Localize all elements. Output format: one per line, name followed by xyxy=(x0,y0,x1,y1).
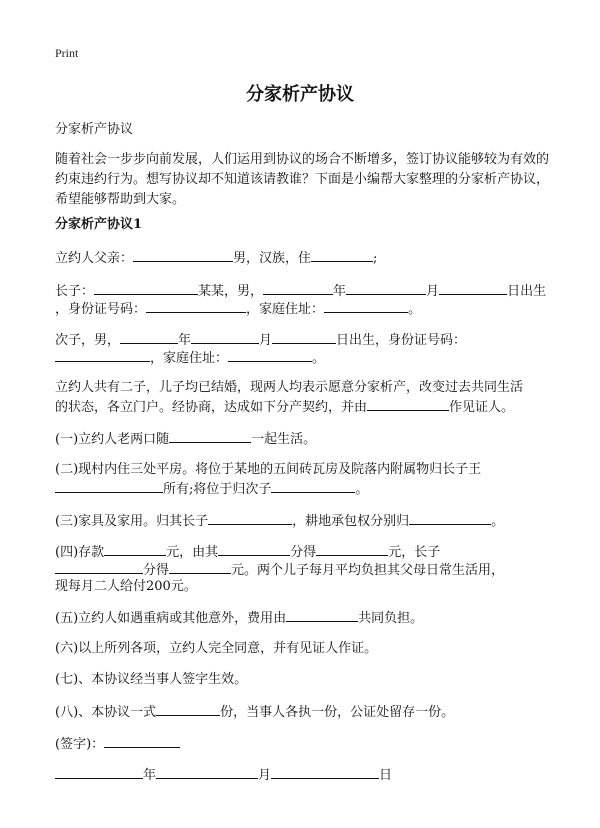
clause-8-end: 份，当事人各执一份，公证处留存一份。 xyxy=(220,705,455,720)
clause-3-land-blank xyxy=(409,510,491,525)
father-line-end: ; xyxy=(373,251,378,266)
father-line xyxy=(55,247,555,269)
address-label: ，家庭住址： xyxy=(246,302,325,317)
clause-4-text: (四)存款 xyxy=(55,545,105,560)
eldest-son-year-blank xyxy=(263,280,333,295)
eldest-son-name-blank xyxy=(94,280,198,295)
date-line xyxy=(55,764,555,786)
clause-2-second-son-blank xyxy=(271,478,355,493)
clause-1-blank xyxy=(169,428,251,443)
day-label: 日 xyxy=(379,768,393,783)
month-label: 月 xyxy=(426,284,440,299)
father-name-blank xyxy=(133,247,233,262)
month-label: 月 xyxy=(259,333,273,348)
date-month-blank xyxy=(156,764,258,779)
clause-5 xyxy=(55,607,555,629)
witness-label: 作见证人。 xyxy=(449,400,515,415)
clause-3-furniture-blank xyxy=(208,510,292,525)
second-son-month-blank xyxy=(191,329,259,344)
clause-4-share-2: 分得 xyxy=(143,563,170,578)
witness-blank xyxy=(367,396,449,411)
father-address-blank xyxy=(311,247,373,262)
eldest-son-text: 某某，男， xyxy=(198,284,264,299)
year-label: 年 xyxy=(333,284,347,299)
eldest-son-day-blank xyxy=(439,280,507,295)
signature-blank xyxy=(104,733,180,748)
clause-4-yuan: 元，由其 xyxy=(166,545,219,560)
second-son-address-line xyxy=(55,347,555,369)
print-link[interactable]: Print xyxy=(55,46,79,60)
date-year-blank xyxy=(55,764,143,779)
line-end: 。 xyxy=(355,482,369,497)
preamble-line-1: 立约人共有二子，儿子均已结婚，现两人均表示愿意分家析产，改变过去共同生活 xyxy=(55,380,524,395)
eldest-son-id-blank xyxy=(146,298,246,313)
clause-1-end: 一起生活。 xyxy=(251,432,317,447)
year-label: 年 xyxy=(143,768,157,783)
eldest-son-address-blank xyxy=(324,298,408,313)
clause-4-eldest: 元，长子 xyxy=(388,545,441,560)
signature-label: (签字)： xyxy=(55,737,105,752)
document-title: 分家析产协议 xyxy=(246,84,354,105)
clause-2-text: 所有;将位于归次子 xyxy=(163,482,272,497)
second-son-label: 次子，男， xyxy=(55,333,121,348)
father-label: 立约人父亲： xyxy=(55,251,134,266)
clause-6: (六)以上所列各项，立约人完全同意，并有见证人作证。 xyxy=(55,641,378,656)
section-heading: 分家析产协议1 xyxy=(55,217,143,232)
eldest-son-id-line xyxy=(55,298,555,320)
document-subtitle: 分家析产协议 xyxy=(55,122,134,137)
clause-5-text: (五)立约人如遇重病或其他意外，费用由 xyxy=(55,611,287,626)
clause-1 xyxy=(55,428,555,450)
second-son-day-blank xyxy=(272,329,336,344)
eldest-son-share-blank xyxy=(55,559,143,574)
clause-7: (七)、本协议经当事人签字生效。 xyxy=(55,672,248,687)
clause-4-share: 分得 xyxy=(290,545,317,560)
address-label: ，家庭住址： xyxy=(150,351,229,366)
line-end: 。 xyxy=(312,351,326,366)
clause-2-line-2 xyxy=(55,478,555,500)
signature-line xyxy=(55,733,555,755)
preamble-line-2 xyxy=(55,396,555,418)
birth-label: 日出生 xyxy=(507,284,547,299)
year-label: 年 xyxy=(178,333,192,348)
deposit-recipient-blank xyxy=(218,541,290,556)
deposit-amount-blank xyxy=(104,541,166,556)
second-son-year-blank xyxy=(120,329,178,344)
clause-2-owner-blank xyxy=(55,478,163,493)
date-day-blank xyxy=(271,764,379,779)
clause-2-line-1: (二)现村内住三处平房。将位于某地的五间砖瓦房及院落内附属物归长子王 xyxy=(55,462,482,477)
clause-4-support-text: 元。两个儿子每月平均负担其父母日常生活用， xyxy=(231,563,505,578)
clause-5-blank xyxy=(286,607,358,622)
preamble-text: 的状态，各立门户。经协商，达成如下分产契约，并由 xyxy=(55,400,368,415)
eldest-son-label: 长子： xyxy=(55,284,95,299)
second-son-id-blank xyxy=(55,347,150,362)
clause-1-text: (一)立约人老两口随 xyxy=(55,432,170,447)
clause-4-line-3: 现每月二人给付200元。 xyxy=(55,579,197,594)
second-son-address-blank xyxy=(228,347,312,362)
clause-3 xyxy=(55,510,555,532)
deposit-share-blank xyxy=(316,541,388,556)
eldest-son-month-blank xyxy=(346,280,426,295)
clause-3-land-text: ，耕地承包权分别归 xyxy=(292,514,410,529)
intro-paragraph: 随着社会一步步向前发展，人们运用到协议的场合不断增多，签订协议能够较为有效的约束违约行为。想写协议却不知道该请教谁？下面是小编帮大家整理的分家析产协议，希望能够帮助到大家。 xyxy=(55,152,550,207)
id-label: ，身份证号码： xyxy=(55,302,147,317)
copies-blank xyxy=(156,701,220,716)
line-end: 。 xyxy=(408,302,422,317)
clause-3-text: (三)家具及家用。归其长子 xyxy=(55,514,209,529)
birth-id-label: 日出生，身份证号码： xyxy=(336,333,467,348)
month-label: 月 xyxy=(258,768,272,783)
clause-8 xyxy=(55,701,555,723)
line-end: 。 xyxy=(491,514,505,529)
clause-8-text: (八)、本协议一式 xyxy=(55,705,157,720)
eldest-son-amount-blank xyxy=(169,559,231,574)
clause-5-end: 共同负担。 xyxy=(358,611,424,626)
father-gender-text: 男，汉族，住 xyxy=(233,251,312,266)
